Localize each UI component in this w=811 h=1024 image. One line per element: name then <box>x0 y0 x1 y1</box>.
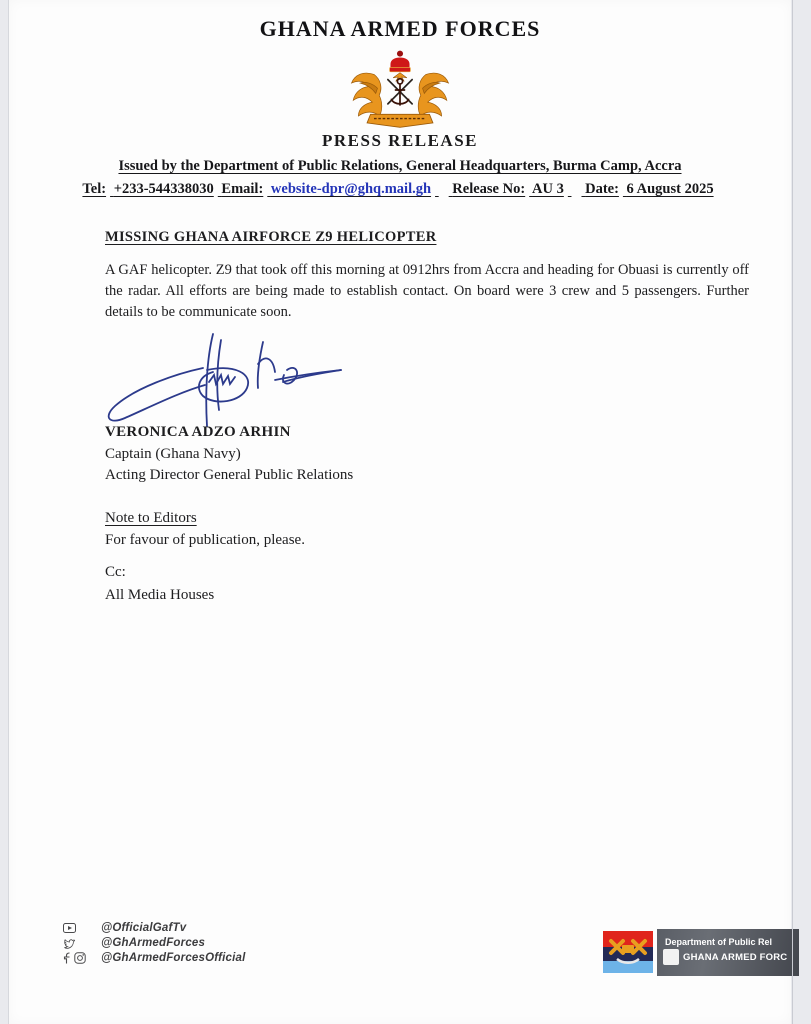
facebook-icon <box>63 952 71 964</box>
youtube-icon <box>61 923 101 933</box>
body-paragraph: A GAF helicopter. Z9 that took off this morning at 0912hrs from Accra and heading for Obuasi is currently off the radar. All efforts are being made to establish contact. On board were 3 crew and 5 passengers. Further details to be communicate soon. <box>105 262 749 320</box>
instagram-icon <box>74 952 86 964</box>
signatory-title: Acting Director General Public Relations <box>105 467 354 483</box>
contact-line <box>9 181 791 198</box>
signatory-name: VERONICA ADZO ARHIN <box>105 424 291 440</box>
press-release-heading: PRESS RELEASE <box>321 131 479 150</box>
social-row-twitter <box>61 936 321 950</box>
social-row-youtube <box>61 921 321 935</box>
department-banner <box>657 929 799 976</box>
tel-label: Tel: <box>82 181 107 197</box>
social-handle: @GhArmedForces <box>101 937 206 949</box>
cc-label: Cc: <box>105 564 126 580</box>
department-banner-line2-text: GHANA ARMED FORC <box>683 951 788 963</box>
signature-ink-icon <box>95 330 345 430</box>
email-link[interactable]: website-dpr@ghq.mail.gh <box>270 181 432 197</box>
note-to-editors-text: For favour of publication, please. <box>105 532 305 548</box>
gaf-crest-icon <box>348 50 452 130</box>
date-value: 6 August 2025 <box>626 181 714 197</box>
date-label: Date: <box>585 181 619 197</box>
page-title: GHANA ARMED FORCES <box>259 16 541 41</box>
social-handle: @GhArmedForcesOfficial <box>101 952 246 964</box>
facebook-instagram-icons <box>61 952 101 964</box>
issued-by-line: Issued by the Department of Public Relations, General Headquarters, Burma Camp, Accra <box>118 158 682 174</box>
gaf-crest <box>9 50 791 135</box>
signature <box>95 330 345 430</box>
release-no-label: Release No: <box>452 181 526 197</box>
department-banner-line2 <box>663 949 799 965</box>
gaf-flag-icon <box>603 931 653 973</box>
gaf-flag-logo <box>603 931 653 973</box>
social-handle: @OfficialGafTv <box>101 922 187 934</box>
social-handles <box>61 921 321 966</box>
banner-logo-box <box>663 949 679 965</box>
document-page <box>8 0 791 1024</box>
social-row-facebook-instagram <box>61 951 321 965</box>
tel-number: +233-544338030 <box>113 181 214 197</box>
photo-edge <box>792 0 793 1024</box>
department-banner-line1: Department of Public Rel <box>665 937 773 947</box>
twitter-icon <box>61 938 101 949</box>
subject-heading: MISSING GHANA AIRFORCE Z9 HELICOPTER <box>105 229 437 245</box>
release-no-value: AU 3 <box>532 181 564 197</box>
email-label: Email: <box>221 181 264 197</box>
note-to-editors-heading: Note to Editors <box>105 510 197 526</box>
cc-recipient: All Media Houses <box>105 587 215 603</box>
signatory-rank: Captain (Ghana Navy) <box>105 446 241 462</box>
